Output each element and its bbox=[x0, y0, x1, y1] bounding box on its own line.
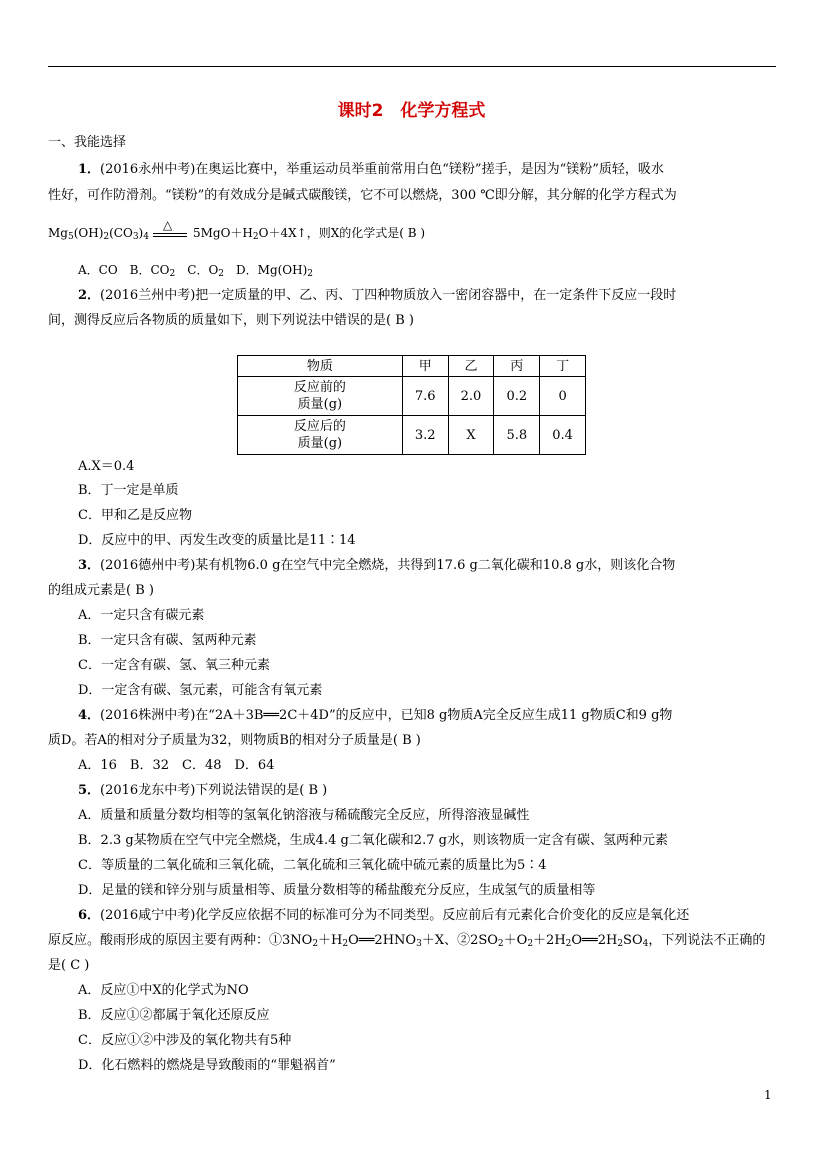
question-2-option-c: C．甲和乙是反应物 bbox=[78, 508, 192, 523]
table-cell: 0 bbox=[540, 377, 586, 416]
table-cell: 5.8 bbox=[494, 416, 540, 455]
table-row bbox=[238, 377, 586, 416]
table-header-cell: 丙 bbox=[494, 356, 540, 377]
question-5-option-d: D．足量的镁和锌分别与质量相等、质量分数相等的稀盐酸充分反应，生成氢气的质量相等 bbox=[78, 883, 596, 898]
table-cell: 3.2 bbox=[402, 416, 448, 455]
question-5-line-1: 5．(2016龙东中考)下列说法错误的是( B ) bbox=[78, 783, 328, 798]
question-6-number: 6． bbox=[78, 908, 101, 923]
section-heading: 一、我能选择 bbox=[48, 135, 127, 150]
page-number: 1 bbox=[764, 1088, 772, 1102]
table-header-cell: 甲 bbox=[402, 356, 448, 377]
question-4-line-2: 质D。若A的相对分子质量为32，则物质B的相对分子质量是( B ) bbox=[48, 733, 421, 748]
question-3-line-2: 的组成元素是( B ) bbox=[48, 583, 154, 598]
question-3-option-b: B．一定只含有碳、氢两种元素 bbox=[78, 633, 257, 648]
question-1-line-1: 1．(2016永州中考)在奥运比赛中，举重运动员举重前常用白色“镁粉”搓手，是因为“镁粉”质轻，吸水 bbox=[78, 162, 664, 177]
table-cell: X bbox=[448, 416, 494, 455]
question-5-option-c: C．等质量的二氧化硫和三氧化硫，二氧化硫和三氧化硫中硫元素的质量比为5∶4 bbox=[78, 858, 547, 873]
heat-triangle-icon: △ bbox=[162, 217, 173, 232]
question-2-line-1: 2．(2016兰州中考)把一定质量的甲、乙、丙、丁四种物质放入一密闭容器中，在一定条件下反应一段时 bbox=[78, 288, 677, 303]
question-6-option-a: A．反应①中X的化学式为NO bbox=[78, 983, 249, 998]
question-1-number: 1． bbox=[78, 162, 101, 177]
question-6-option-c: C．反应①②中涉及的氧化物共有5种 bbox=[78, 1033, 292, 1048]
question-2-option-a: A.X＝0.4 bbox=[78, 459, 135, 474]
table-cell: 7.6 bbox=[402, 377, 448, 416]
question-2-number: 2． bbox=[78, 288, 101, 303]
heat-condition-sign bbox=[151, 217, 191, 242]
question-5-option-a: A．质量和质量分数均相等的氢氧化钠溶液与稀硫酸完全反应，所得溶液显碱性 bbox=[78, 808, 530, 823]
table-header-cell: 丁 bbox=[540, 356, 586, 377]
table-cell: 0.4 bbox=[540, 416, 586, 455]
question-1-equation: $Mg_5(OH)_2(CO_3)_4$ △ $5MgO+H_2O+4X↑$，则X的化学式是( B ) bbox=[48, 217, 426, 242]
question-2-line-2: 间，测得反应后各物质的质量如下，则下列说法中错误的是( B ) bbox=[48, 313, 414, 328]
question-6-line-3: 是( C ) bbox=[48, 958, 90, 973]
question-6-option-b: B．反应①②都属于氧化还原反应 bbox=[78, 1008, 270, 1023]
table-row-label: 反应前的 质量(g) bbox=[238, 377, 403, 416]
question-6-option-d: D．化石燃料的燃烧是导致酸雨的“罪魁祸首” bbox=[78, 1058, 336, 1073]
table-row bbox=[238, 416, 586, 455]
question-3-number: 3． bbox=[78, 558, 101, 573]
table-row-label: 反应后的 质量(g) bbox=[238, 416, 403, 455]
question-5-number: 5． bbox=[78, 783, 101, 798]
table-header-cell: 乙 bbox=[448, 356, 494, 377]
question-5-option-b: B．2.3 g某物质在空气中完全燃烧，生成4.4 g二氧化碳和2.7 g水，则该物质一定含有碳、氢两种元素 bbox=[78, 833, 668, 848]
question-4-line-1: 4．(2016株洲中考)在“2A＋3B══2C＋4D”的反应中，已知8 g物质A完全反应生成11 g物质C和9 g物 bbox=[78, 708, 673, 723]
question-2-option-d: D．反应中的甲、丙发生改变的质量比是11∶14 bbox=[78, 533, 356, 548]
header-rule bbox=[48, 66, 776, 67]
question-1-options: A．CO B．$CO_2$ C．$O_2$ D．$Mg(OH)_2$ bbox=[78, 263, 314, 279]
question-4-number: 4． bbox=[78, 708, 101, 723]
mass-table bbox=[237, 355, 586, 455]
question-3-option-d: D．一定含有碳、氢元素，可能含有氧元素 bbox=[78, 683, 323, 698]
table-header-row bbox=[238, 356, 586, 377]
question-1-line-2: 性好，可作防滑剂。“镁粉”的有效成分是碱式碳酸镁，它不可以燃烧，300 ℃即分解，其分解的化学方程式为 bbox=[48, 188, 677, 203]
table-cell: 0.2 bbox=[494, 377, 540, 416]
question-4-options: A．16 B．32 C．48 D．64 bbox=[78, 758, 275, 773]
question-3-option-a: A．一定只含有碳元素 bbox=[78, 608, 205, 623]
page-title: 课时2 化学方程式 bbox=[337, 101, 486, 121]
table-header-cell: 物质 bbox=[238, 356, 403, 377]
question-3-line-1: 3．(2016德州中考)某有机物6.0 g在空气中完全燃烧，共得到17.6 g二氧化碳和10.8 g水，则该化合物 bbox=[78, 558, 676, 573]
question-6-line-1: 6．(2016咸宁中考)化学反应依据不同的标准可分为不同类型。反应前后有元素化合价变化的反应是氧化还 bbox=[78, 908, 690, 923]
table-cell: 2.0 bbox=[448, 377, 494, 416]
question-2-option-b: B．丁一定是单质 bbox=[78, 483, 179, 498]
question-3-option-c: C．一定含有碳、氢、氧三种元素 bbox=[78, 658, 270, 673]
question-6-line-2: 原反应。酸雨形成的原因主要有两种：$①3NO_2+H_2O══2HNO_3+X$、$②2SO_2+O_2+2H_2O══2H_2SO_4$，下列说法不正确的 bbox=[48, 933, 766, 949]
